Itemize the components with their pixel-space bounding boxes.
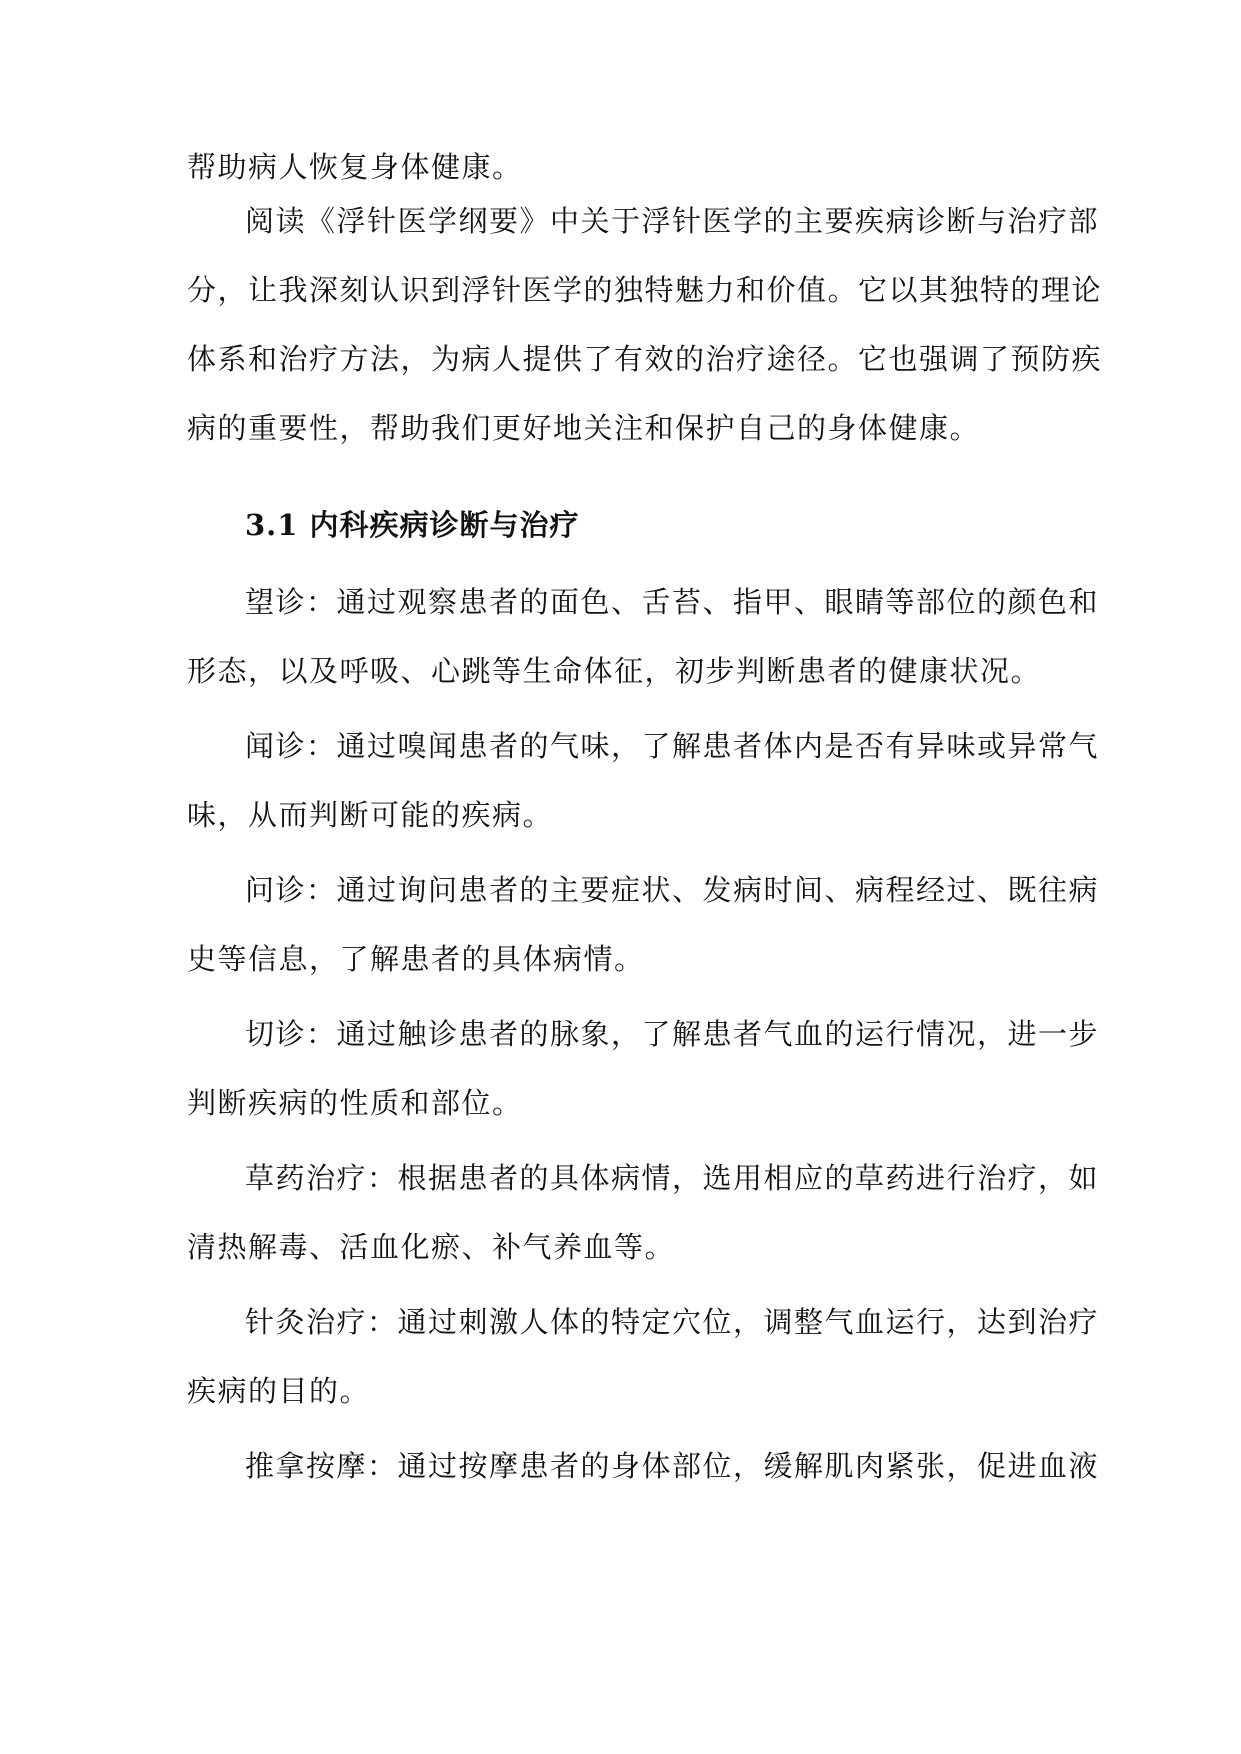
text-line: 阅读《浮针医学纲要》中关于浮针医学的主要疾病诊断与治疗部 bbox=[245, 204, 1100, 238]
text-line: 体系和治疗方法，为病人提供了有效的治疗途径。它也强调了预防疾 bbox=[187, 342, 1103, 376]
text-line: 切诊：通过触诊患者的脉象，了解患者气血的运行情况，进一步 bbox=[245, 1017, 1100, 1051]
text-line: 帮助病人恢复身体健康。 bbox=[187, 150, 523, 184]
text-line: 判断疾病的性质和部位。 bbox=[187, 1086, 523, 1120]
text-line: 史等信息，了解患者的具体病情。 bbox=[187, 942, 645, 976]
text-line: 味，从而判断可能的疾病。 bbox=[187, 798, 554, 832]
text-line: 针灸治疗：通过刺激人体的特定穴位，调整气血运行，达到治疗 bbox=[245, 1305, 1100, 1339]
text-line: 形态，以及呼吸、心跳等生命体征，初步判断患者的健康状况。 bbox=[187, 654, 1042, 688]
text-line: 疾病的目的。 bbox=[187, 1374, 371, 1408]
text-line: 分，让我深刻认识到浮针医学的独特魅力和价值。它以其独特的理论 bbox=[187, 273, 1103, 307]
text-line: 清热解毒、活血化瘀、补气养血等。 bbox=[187, 1230, 676, 1264]
text-line: 问诊：通过询问患者的主要症状、发病时间、病程经过、既往病 bbox=[245, 873, 1100, 907]
text-line: 望诊：通过观察患者的面色、舌苔、指甲、眼睛等部位的颜色和 bbox=[245, 585, 1100, 619]
text-line: 闻诊：通过嗅闻患者的气味，了解患者体内是否有异味或异常气 bbox=[245, 729, 1100, 763]
text-line: 病的重要性，帮助我们更好地关注和保护自己的身体健康。 bbox=[187, 411, 981, 445]
text-line: 推拿按摩：通过按摩患者的身体部位，缓解肌肉紧张，促进血液 bbox=[245, 1449, 1100, 1483]
text-line: 草药治疗：根据患者的具体病情，选用相应的草药进行治疗，如 bbox=[245, 1161, 1100, 1195]
section-heading: 3.1 内科疾病诊断与治疗 bbox=[245, 508, 580, 542]
